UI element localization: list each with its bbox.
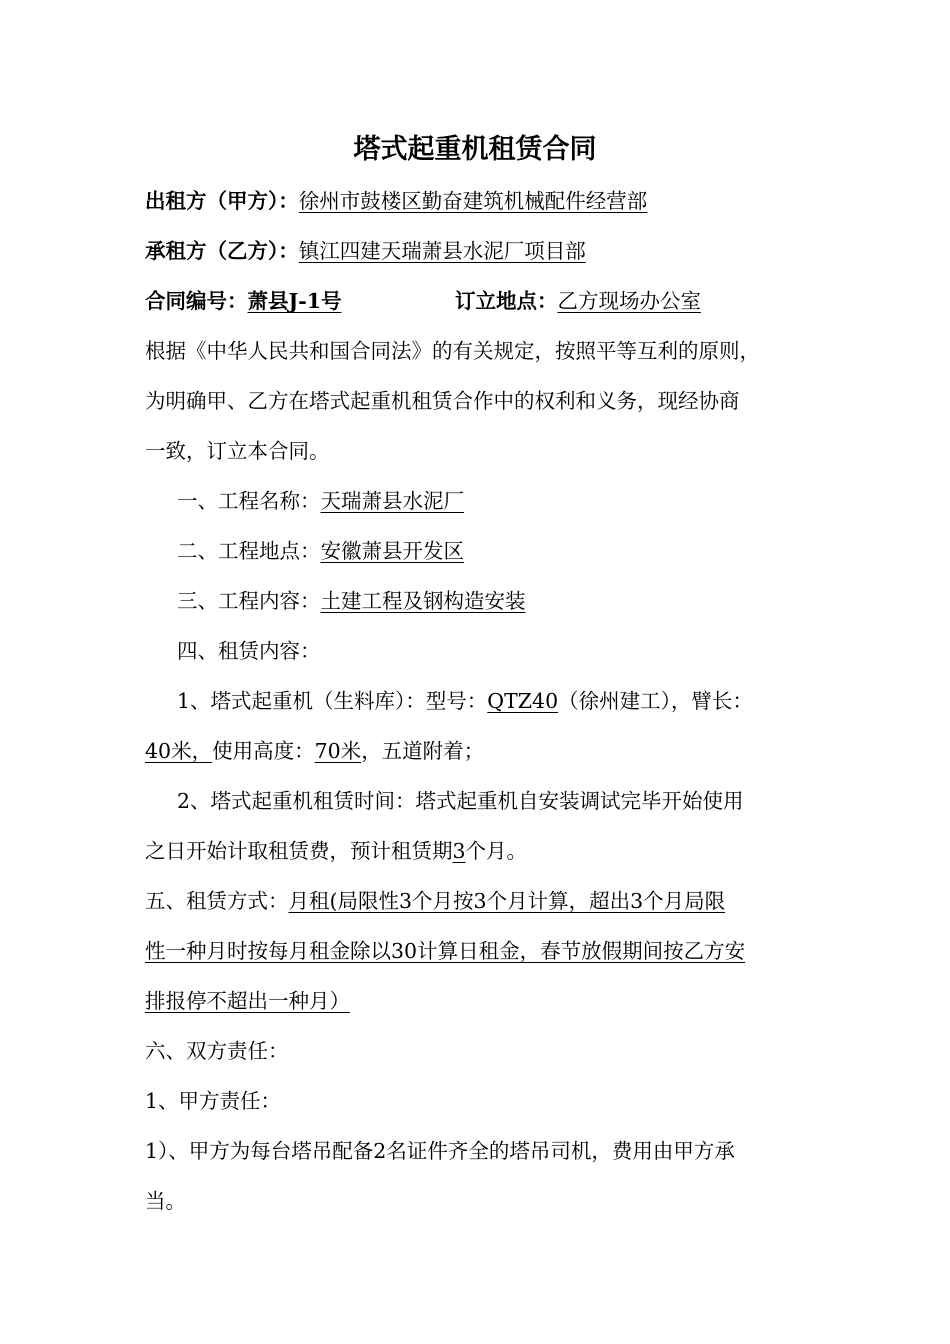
- lessor-line: [145, 186, 647, 216]
- lease-period-prefix: 之日开始计取租赁费，预计租赁期: [145, 839, 453, 863]
- lease-method-line-2: 性一种月时按每月租金除以30计算日租金，春节放假期间按乙方安: [145, 939, 746, 963]
- height-label: 使用高度：: [212, 739, 315, 763]
- project-name-value: 天瑞萧县水泥厂: [320, 489, 464, 513]
- project-name-line: [177, 486, 464, 516]
- lease-period-line-2: [145, 836, 527, 866]
- lessee-line: [145, 236, 586, 266]
- lease-method-label: 五、租赁方式：: [145, 889, 289, 913]
- lessee-value: 镇江四建天瑞萧县水泥厂项目部: [298, 239, 586, 263]
- lease-method-line-1: [145, 886, 725, 916]
- crane-model-value: QTZ40: [487, 689, 559, 713]
- lessee-label: 承租方（乙方）：: [145, 239, 299, 263]
- lessor-label: 出租方（甲方）：: [145, 189, 299, 213]
- project-location-value: 安徽萧县开发区: [320, 539, 464, 563]
- lease-method-text-1: 月租(局限性3个月按3个月计算，超出3个月局限: [288, 889, 726, 913]
- lessor-value: 徐州市鼓楼区勤奋建筑机械配件经营部: [298, 189, 648, 213]
- crane-spec-line-1: [177, 686, 753, 716]
- project-content-label: 三、工程内容：: [177, 589, 321, 613]
- lease-method-line-3: 排报停不超出一种月）: [145, 989, 350, 1013]
- signing-place-value: 乙方现场办公室: [557, 289, 701, 313]
- lease-period-line-1: 2、塔式起重机租赁时间：塔式起重机自安装调试完毕开始使用: [177, 789, 744, 813]
- lease-months-value: 3: [452, 839, 466, 863]
- party-a-duty-line-2: 当。: [145, 1189, 186, 1213]
- lease-content-heading: 四、租赁内容：: [177, 639, 321, 663]
- project-location-label: 二、工程地点：: [177, 539, 321, 563]
- party-a-heading: 1、甲方责任：: [145, 1089, 282, 1113]
- project-location-line: [177, 536, 464, 566]
- crane-spec-mid: （徐州建工），臂长：: [558, 689, 753, 713]
- lease-period-suffix: 个月。: [465, 839, 528, 863]
- arm-length-value: 40米，: [145, 739, 213, 763]
- signing-place-label: 订立地点：: [455, 289, 558, 313]
- contract-number-value: 萧县J-1号: [247, 289, 342, 313]
- signing-place-line: [455, 286, 701, 316]
- intro-line-3: 一致，订立本合同。: [145, 439, 330, 463]
- crane-spec-line-2: [145, 736, 484, 766]
- crane-spec-prefix: 1、塔式起重机（生料库）：型号：: [177, 689, 488, 713]
- project-name-label: 一、工程名称：: [177, 489, 321, 513]
- contract-number-label: 合同编号：: [145, 289, 248, 313]
- document-title: 塔式起重机租赁合同: [353, 134, 597, 165]
- responsibilities-heading: 六、双方责任：: [145, 1039, 289, 1063]
- height-value: 70米: [314, 739, 362, 763]
- party-a-duty-line-1: 1）、甲方为每台塔吊配备2名证件齐全的塔吊司机，费用由甲方承: [145, 1139, 735, 1163]
- intro-line-1: 根据《中华人民共和国合同法》的有关规定，按照平等互利的原则，: [145, 339, 760, 363]
- project-content-value: 土建工程及钢构造安装: [320, 589, 526, 613]
- contract-number-line: [145, 286, 341, 316]
- intro-line-2: 为明确甲、乙方在塔式起重机租赁合作中的权利和义务，现经协商: [145, 389, 740, 413]
- crane-spec-suffix: ，五道附着；: [361, 739, 485, 763]
- project-content-line: [177, 586, 526, 616]
